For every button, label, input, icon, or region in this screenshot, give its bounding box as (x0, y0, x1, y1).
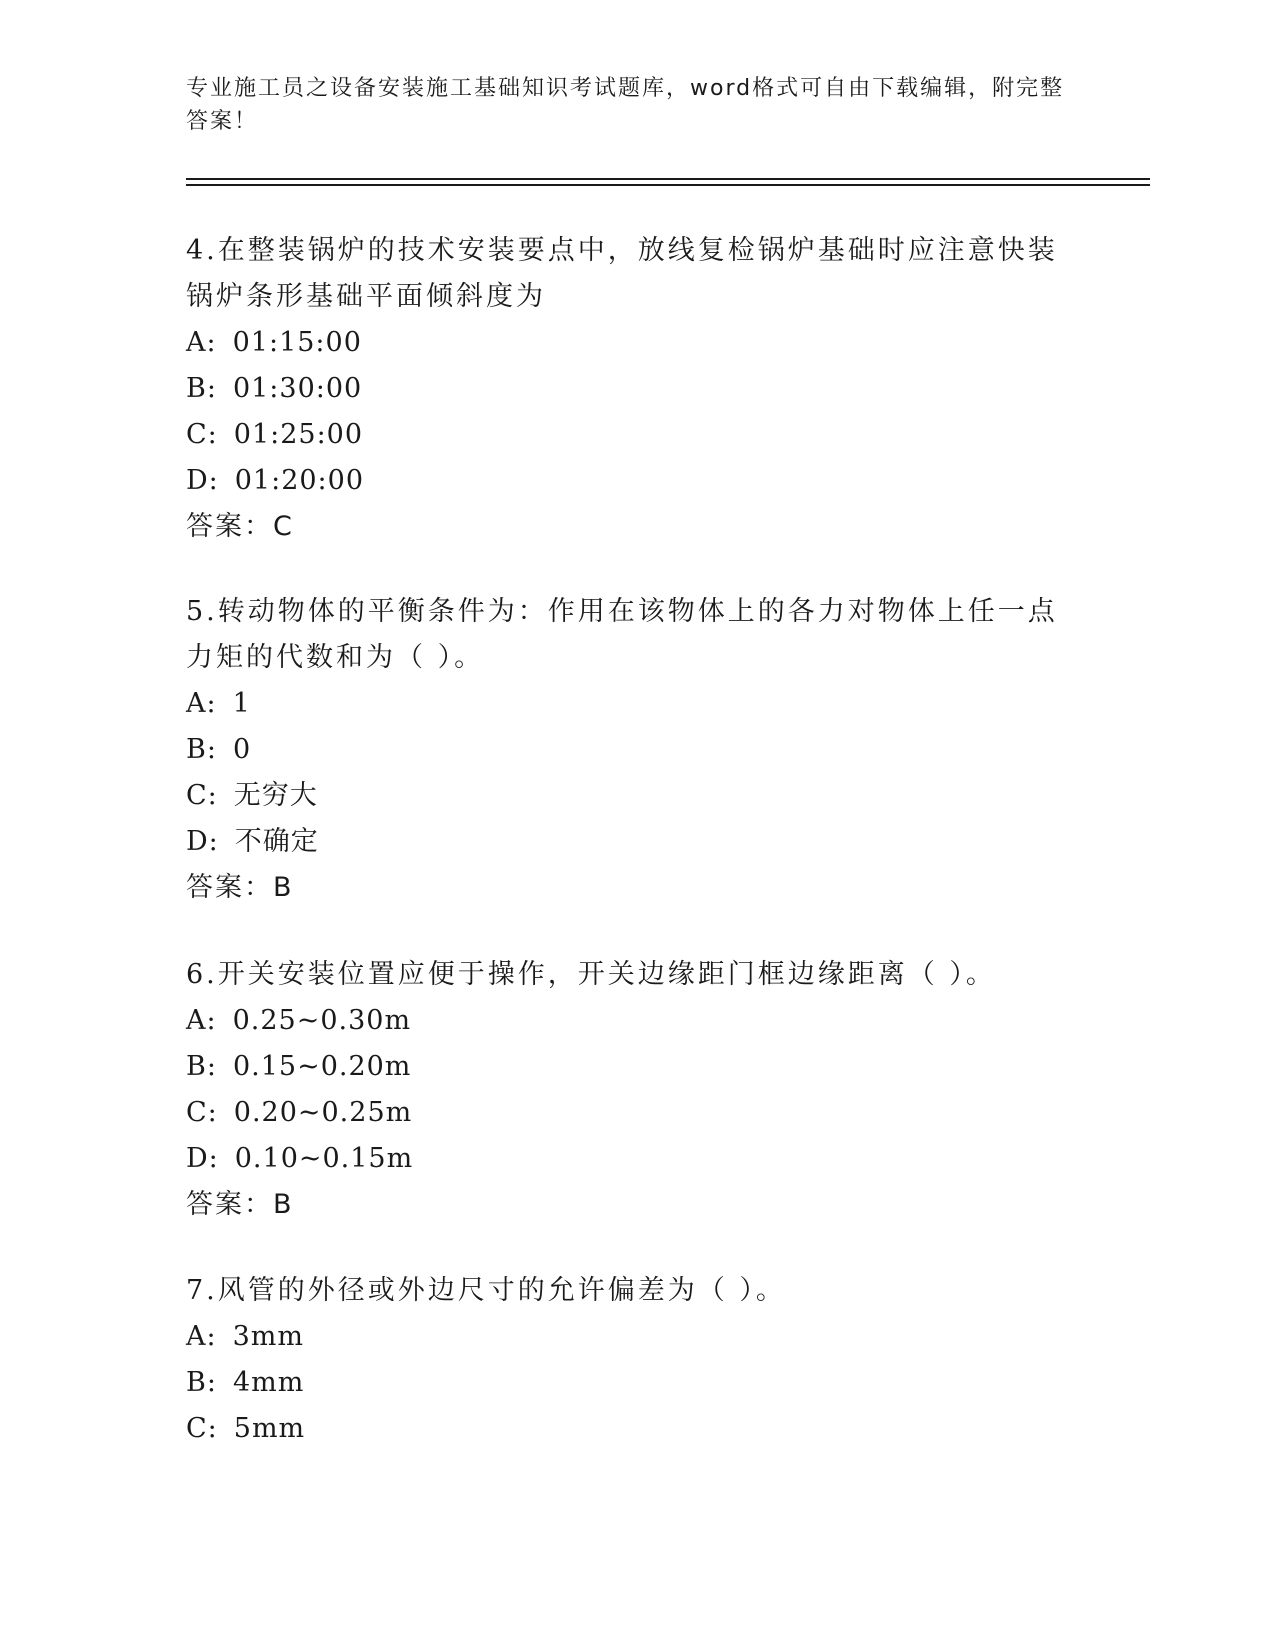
option-value: 不确定 (234, 826, 319, 857)
option-value: 0.25~0.30m (232, 1005, 412, 1036)
option-letter: A: (186, 688, 217, 719)
document-header: 专业施工员之设备安装施工基础知识考试题库，word格式可自由下载编辑，附完整答案！ (186, 76, 1065, 134)
option-a (186, 320, 1066, 366)
option-value: 1 (232, 688, 251, 719)
option-value: 3mm (232, 1321, 304, 1352)
option-letter: C: (186, 780, 218, 811)
option-letter: D: (186, 1143, 219, 1174)
option-value: 01:20:00 (234, 465, 365, 496)
option-a (186, 1314, 1066, 1360)
answer-label: 答案：C (186, 511, 294, 542)
option-d (186, 1136, 1066, 1182)
question-5 (186, 589, 1066, 911)
option-b (186, 1044, 1066, 1090)
answer-label: 答案：B (186, 1189, 294, 1220)
question-7 (186, 1268, 1066, 1452)
header-rule-top (186, 178, 1150, 180)
question-text: 7.风管的外径或外边尺寸的允许偏差为（ ）。 (186, 1275, 786, 1306)
option-value: 01:25:00 (233, 419, 364, 450)
option-value: 0.15~0.20m (232, 1051, 412, 1082)
option-letter: B: (186, 1051, 217, 1082)
option-letter: D: (186, 826, 219, 857)
header-rule-bottom (186, 184, 1150, 186)
option-b (186, 727, 1066, 773)
option-letter: D: (186, 465, 219, 496)
option-value: 01:15:00 (232, 327, 362, 358)
option-a (186, 998, 1066, 1044)
option-value: 无穷大 (233, 780, 318, 811)
question-text: 4.在整装锅炉的技术安装要点中，放线复检锅炉基础时应注意快装锅炉条形基础平面倾斜度为 (186, 235, 1058, 312)
question-6 (186, 952, 1066, 1228)
option-letter: A: (186, 1321, 217, 1352)
option-letter: B: (186, 734, 217, 765)
question-text: 5.转动物体的平衡条件为：作用在该物体上的各力对物体上任一点力矩的代数和为（ ）。 (186, 596, 1058, 673)
option-letter: C: (186, 1413, 218, 1444)
option-d (186, 819, 1066, 865)
option-c (186, 412, 1066, 458)
option-letter: B: (186, 1367, 217, 1398)
answer-label: 答案：B (186, 872, 294, 903)
option-letter: A: (186, 327, 217, 358)
option-c (186, 773, 1066, 819)
question-4 (186, 228, 1066, 550)
option-letter: C: (186, 419, 218, 450)
option-value: 01:30:00 (232, 373, 363, 404)
option-value: 0.10~0.15m (234, 1143, 414, 1174)
question-text: 6.开关安装位置应便于操作，开关边缘距门框边缘距离（ ）。 (186, 959, 996, 990)
option-b (186, 366, 1066, 412)
option-d (186, 458, 1066, 504)
option-value: 5mm (233, 1413, 306, 1444)
option-letter: B: (186, 373, 217, 404)
option-c (186, 1090, 1066, 1136)
option-letter: A: (186, 1005, 217, 1036)
option-value: 4mm (232, 1367, 305, 1398)
option-a (186, 681, 1066, 727)
option-value: 0.20~0.25m (233, 1097, 413, 1128)
option-c (186, 1406, 1066, 1452)
option-letter: C: (186, 1097, 218, 1128)
option-value: 0 (232, 734, 252, 765)
option-b (186, 1360, 1066, 1406)
